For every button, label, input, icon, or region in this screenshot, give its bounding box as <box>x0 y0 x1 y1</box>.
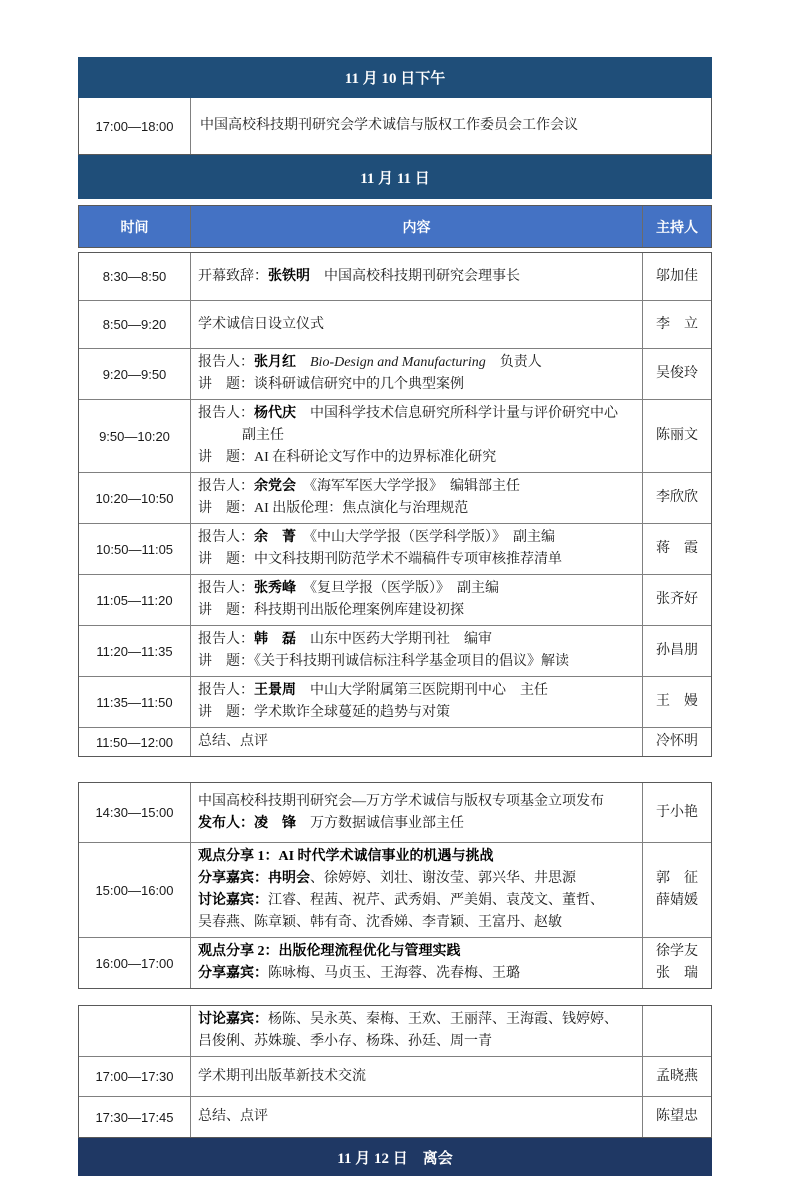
content-cell <box>191 843 642 937</box>
content-line <box>198 868 634 890</box>
text-segment: 中国高校科技期刊研究会理事长 <box>310 268 520 284</box>
time-cell: 8:50—9:20 <box>79 301 191 348</box>
content-line <box>198 680 634 702</box>
content-line <box>198 813 634 835</box>
schedule-row <box>79 938 711 988</box>
text-segment: 报告人： <box>198 581 254 596</box>
afternoon-session-table <box>78 782 712 989</box>
text-segment: 韩 磊 <box>254 632 296 647</box>
text-segment: 报告人： <box>198 530 254 545</box>
content-line <box>198 651 634 673</box>
host-name: 冷怀明 <box>656 734 698 749</box>
host-cell <box>642 728 711 756</box>
text-segment: 《海军军医大学学报》 编辑部主任 <box>296 479 520 494</box>
time-cell: 14:30—15:00 <box>79 783 191 842</box>
schedule-row <box>79 728 711 756</box>
section-gap <box>78 989 712 1005</box>
host-cell <box>642 349 711 399</box>
host-cell <box>642 473 711 523</box>
text-segment: 学术诚信日设立仪式 <box>198 316 324 332</box>
content-line <box>198 1106 634 1128</box>
content-line <box>198 352 634 374</box>
time-cell: 15:00—16:00 <box>79 843 191 937</box>
content-cell <box>191 473 642 523</box>
text-segment: 副主任 <box>242 428 284 443</box>
text-segment: 张月红 <box>254 355 296 370</box>
time-cell: 17:00—18:00 <box>79 98 191 154</box>
schedule-row <box>79 524 711 575</box>
section-gap <box>78 757 712 782</box>
content-cell <box>191 1057 642 1096</box>
time-cell: 10:20—10:50 <box>79 473 191 523</box>
schedule-row <box>79 626 711 677</box>
host-cell <box>642 524 711 574</box>
host-name: 郭 征 <box>656 871 698 886</box>
text-segment: 、徐婷婷、刘壮、谢汝莹、郭兴华、井思源 <box>310 871 576 886</box>
content-cell <box>191 1097 642 1137</box>
text-segment: 冉明会 <box>268 871 310 886</box>
text-segment: 吕俊俐、苏姝璇、季小存、杨珠、孙廷、周一青 <box>198 1034 492 1049</box>
content-line <box>198 578 634 600</box>
host-cell <box>642 575 711 625</box>
text-segment: 讲 题：学术欺诈全球蔓延的趋势与对策 <box>198 705 450 720</box>
content-line <box>198 314 634 336</box>
text-segment: 报告人： <box>198 355 254 370</box>
text-segment: 《中山大学学报（医学科学版）》 副主编 <box>296 530 555 545</box>
content-cell <box>191 575 642 625</box>
text-segment: 开幕致辞： <box>198 268 268 284</box>
schedule-table-area <box>78 57 712 1176</box>
time-cell: 16:00—17:00 <box>79 938 191 988</box>
time-cell: 11:20—11:35 <box>79 626 191 676</box>
host-name: 王 嫚 <box>656 694 698 709</box>
schedule-row <box>79 98 711 154</box>
table-column-header <box>78 205 712 248</box>
content-cell <box>191 349 642 399</box>
text-segment: 报告人： <box>198 683 254 698</box>
content-cell <box>191 400 642 472</box>
text-segment: 杨代庆 <box>254 406 296 421</box>
content-line <box>198 476 634 498</box>
host-cell <box>642 938 711 988</box>
text-segment: 王景周 <box>254 683 296 698</box>
content-line <box>198 403 634 425</box>
text-segment: 余党会 <box>254 479 296 494</box>
content-line <box>198 549 634 571</box>
text-segment: 发布人： <box>198 815 254 831</box>
text-segment: Bio-Design and Manufacturing <box>310 355 486 370</box>
column-header-content: 内容 <box>402 220 431 236</box>
column-header-time: 时间 <box>79 206 191 247</box>
time-cell: 8:30—8:50 <box>79 253 191 300</box>
time-cell: 11:05—11:20 <box>79 575 191 625</box>
text-segment: 讲 题：谈科研诚信研究中的几个典型案例 <box>198 377 464 392</box>
content-line <box>198 846 634 868</box>
text-segment: 总结、点评 <box>198 1109 268 1124</box>
morning-session-table <box>78 252 712 757</box>
content-cell <box>191 626 642 676</box>
content-line <box>198 425 634 447</box>
host-name: 蒋 霞 <box>656 541 698 556</box>
text-segment: 讲 题：AI 在科研论文写作中的边界标准化研究 <box>198 450 497 465</box>
text-segment: 杨陈、吴永英、秦梅、王欢、王丽萍、王海霞、钱婷婷、 <box>268 1012 618 1027</box>
text-segment: 江睿、程茜、祝芹、武秀娟、严美娟、袁茂文、董哲、 <box>268 893 604 908</box>
column-header-host: 主持人 <box>642 206 711 247</box>
time-cell: 9:50—10:20 <box>79 400 191 472</box>
time-cell: 17:30—17:45 <box>79 1097 191 1137</box>
time-cell: 17:00—17:30 <box>79 1057 191 1096</box>
content-cell <box>191 728 642 756</box>
host-name: 李 立 <box>656 316 698 332</box>
host-name: 张 瑞 <box>656 966 698 981</box>
host-name: 陈望忠 <box>656 1109 698 1124</box>
text-segment: 讨论嘉宾： <box>198 893 268 908</box>
schedule-row <box>79 349 711 400</box>
text-segment: 《复旦学报（医学版）》 副主编 <box>296 581 499 596</box>
text-segment: 余 菁 <box>254 530 296 545</box>
content-cell <box>191 1006 642 1056</box>
content-line <box>198 447 634 469</box>
text-segment: 中国高校科技期刊研究会—万方学术诚信与版权专项基金立项发布 <box>198 793 604 809</box>
schedule-row <box>79 473 711 524</box>
day1-table <box>78 98 712 155</box>
content-line <box>198 1031 634 1053</box>
content-cell <box>191 524 642 574</box>
time-cell <box>79 1006 191 1056</box>
host-name: 孟晓燕 <box>656 1068 698 1084</box>
text-segment: 报告人： <box>198 406 254 421</box>
content-line <box>198 1009 634 1031</box>
host-cell <box>642 1057 711 1096</box>
host-cell <box>642 783 711 842</box>
text-segment: 学术期刊出版革新技术交流 <box>198 1068 366 1084</box>
text-segment: 讲 题：《关于科技期刊诚信标注科学基金项目的倡议》解读 <box>198 654 569 669</box>
schedule-row <box>79 783 711 843</box>
content-line <box>198 912 634 934</box>
host-name: 李欣欣 <box>656 490 698 505</box>
text-segment: 讲 题：AI 出版伦理：焦点演化与治理规范 <box>198 501 469 516</box>
day1-date-banner: 11 月 10 日下午 <box>78 57 712 98</box>
closing-day-banner: 11 月 12 日 离会 <box>78 1138 712 1176</box>
host-cell <box>642 253 711 300</box>
schedule-row <box>79 1097 711 1137</box>
host-cell <box>642 1097 711 1137</box>
content-line <box>198 527 634 549</box>
text-segment: 报告人： <box>198 632 254 647</box>
text-segment <box>296 355 310 370</box>
content-cell <box>191 783 642 842</box>
text-segment: 观点分享 1：AI 时代学术诚信事业的机遇与挑战 <box>198 849 494 864</box>
schedule-row <box>79 677 711 728</box>
content-line <box>198 791 634 813</box>
content-cell <box>191 938 642 988</box>
text-segment: 讲 题：科技期刊出版伦理案例库建设初探 <box>198 603 464 618</box>
host-name: 张齐好 <box>656 592 698 607</box>
schedule-row <box>79 301 711 349</box>
time-cell: 11:50—12:00 <box>79 728 191 756</box>
text-segment: 分享嘉宾： <box>198 871 268 886</box>
time-cell: 10:50—11:05 <box>79 524 191 574</box>
schedule-row <box>79 575 711 626</box>
content-cell <box>191 98 711 154</box>
schedule-row <box>79 400 711 473</box>
host-cell <box>642 677 711 727</box>
day2-date-banner: 11 月 11 日 <box>78 155 712 199</box>
host-cell <box>642 843 711 937</box>
host-name: 徐学友 <box>656 944 698 959</box>
text-segment: 山东中医药大学期刊社 编审 <box>296 632 492 647</box>
content-line <box>198 890 634 912</box>
text-segment: 报告人： <box>198 479 254 494</box>
time-cell: 11:35—11:50 <box>79 677 191 727</box>
evening-session-table <box>78 1005 712 1138</box>
schedule-row <box>79 843 711 938</box>
content-line <box>198 600 634 622</box>
host-name: 吴俊玲 <box>656 366 698 381</box>
content-cell <box>191 253 642 300</box>
text-segment: 凌 锋 <box>254 815 296 831</box>
host-name: 于小艳 <box>656 804 698 820</box>
content-cell <box>191 677 642 727</box>
schedule-row <box>79 1057 711 1097</box>
content-line <box>198 374 634 396</box>
text-segment: 吴春燕、陈章颖、韩有奇、沈香娣、李青颖、王富丹、赵敏 <box>198 915 562 930</box>
content-line <box>198 941 634 963</box>
text-segment: 讨论嘉宾： <box>198 1012 268 1027</box>
host-cell <box>642 301 711 348</box>
host-name: 孙昌朋 <box>656 643 698 658</box>
text-segment: 中山大学附属第三医院期刊中心 主任 <box>296 683 548 698</box>
schedule-row <box>79 253 711 301</box>
content-line <box>198 963 634 985</box>
host-cell <box>642 400 711 472</box>
content-line: 中国高校科技期刊研究会学术诚信与版权工作委员会工作会议 <box>200 118 578 133</box>
text-segment: 分享嘉宾： <box>198 966 268 981</box>
content-line <box>198 266 634 288</box>
text-segment: 万方数据诚信事业部主任 <box>296 815 464 831</box>
content-cell <box>191 301 642 348</box>
content-line <box>198 702 634 724</box>
content-line <box>198 1066 634 1088</box>
host-name: 薛婧媛 <box>656 893 698 908</box>
text-segment: 张铁明 <box>268 268 310 284</box>
host-name: 陈丽文 <box>656 428 698 443</box>
host-cell <box>642 626 711 676</box>
text-segment: 负责人 <box>485 355 542 370</box>
text-segment: 中国科学技术信息研究所科学计量与评价研究中心 <box>296 406 618 421</box>
content-line <box>198 498 634 520</box>
text-segment: 陈咏梅、马贞玉、王海蓉、冼春梅、王璐 <box>268 966 520 981</box>
time-cell: 9:20—9:50 <box>79 349 191 399</box>
text-segment: 讲 题：中文科技期刊防范学术不端稿件专项审核推荐清单 <box>198 552 562 567</box>
text-segment: 张秀峰 <box>254 581 296 596</box>
text-segment: 观点分享 2：出版伦理流程优化与管理实践 <box>198 944 461 959</box>
host-cell <box>642 1006 711 1056</box>
content-line <box>198 629 634 651</box>
schedule-row <box>79 1006 711 1057</box>
host-name: 邬加佳 <box>656 268 698 284</box>
content-line <box>198 731 634 753</box>
text-segment: 总结、点评 <box>198 734 268 749</box>
